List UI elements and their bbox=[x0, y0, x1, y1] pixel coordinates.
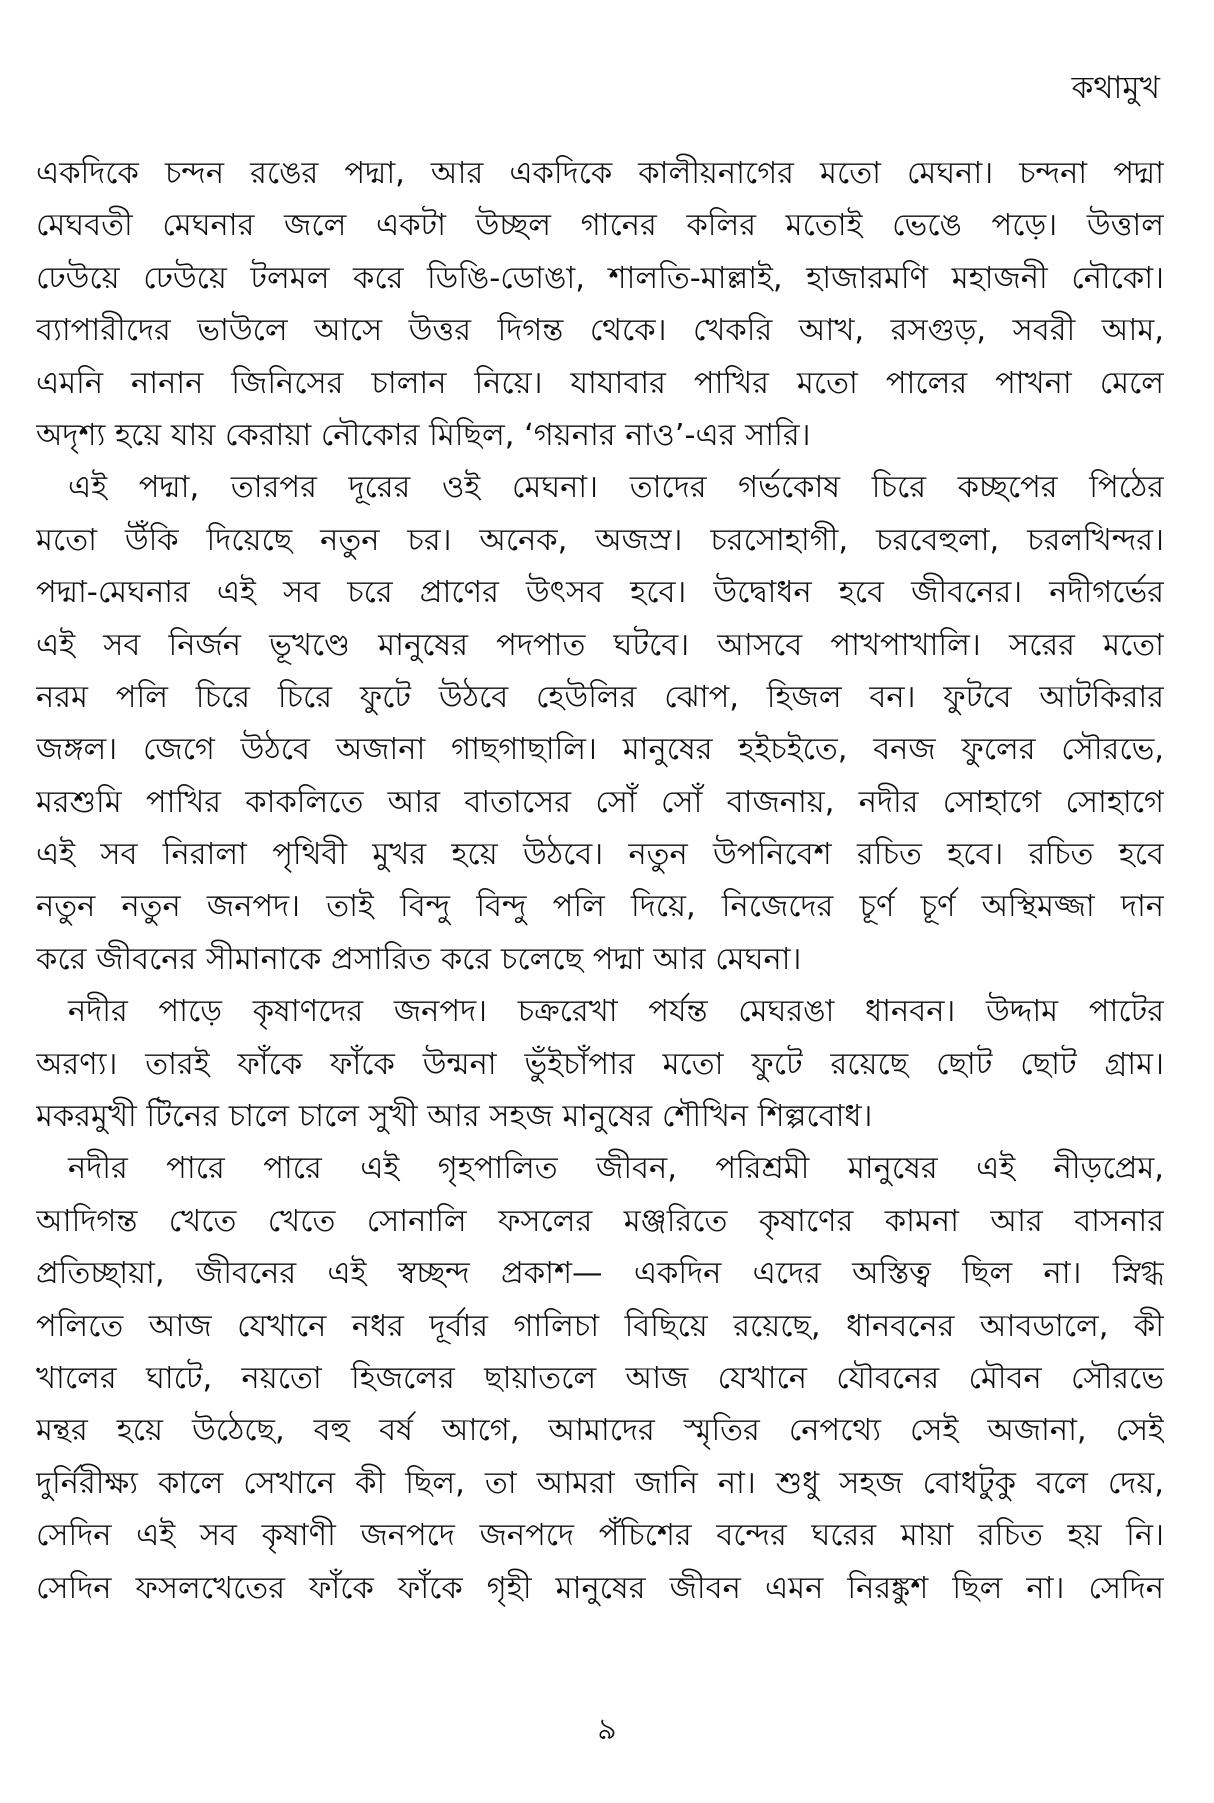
text-line: সেদিন ফসলখেতের ফাঁকে ফাঁকে গৃহী মানুষের জীবন এমন নিরঙ্কুশ ছিল না। সেদিন bbox=[36, 1570, 1164, 1606]
text-line: মন্থর হয়ে উঠেছে, বহু বর্ষ আগে, আমাদের স্মৃতির নেপথ্যে সেই অজানা, সেই bbox=[36, 1413, 1164, 1449]
text-line: খালের ঘাটে, নয়তো হিজলের ছায়াতলে আজ যেখানে যৌবনের মৌবন সৌরভে bbox=[36, 1360, 1164, 1396]
text-line: দুর্নিরীক্ষ্য কালে সেখানে কী ছিল, তা আমরা জানি না। শুধু সহজ বোধটুকু বলে দেয়, bbox=[36, 1465, 1164, 1501]
text-line: অরণ্য। তারই ফাঁকে ফাঁকে উন্মনা ভুঁইচাঁপার মতো ফুটে রয়েছে ছোট ছোট গ্রাম। bbox=[36, 1046, 1164, 1082]
text-line: এই পদ্মা, তারপর দূরের ওই মেঘনা। তাদের গর্ভকোষ চিরে কচ্ছপের পিঠের bbox=[68, 470, 1164, 506]
text-line: পলিতে আজ যেখানে নধর দূর্বার গালিচা বিছিয়ে রয়েছে, ধানবনের আবডালে, কী bbox=[36, 1308, 1164, 1344]
text-line: এই সব নির্জন ভূখণ্ডে মানুষের পদপাত ঘটবে। আসবে পাখপাখালি। সরের মতো bbox=[36, 627, 1164, 663]
text-line: মরশুমি পাখির কাকলিতে আর বাতাসের সোঁ সোঁ বাজনায়, নদীর সোহাগে সোহাগে bbox=[36, 784, 1164, 820]
text-line: সেদিন এই সব কৃষাণী জনপদে জনপদে পঁচিশের বন্দের ঘরের মায়া রচিত হয় নি। bbox=[36, 1518, 1164, 1554]
text-line: নরম পলি চিরে চিরে ফুটে উঠবে হেউলির ঝোপ, হিজল বন। ফুটবে আটকিরার bbox=[36, 679, 1164, 715]
text-line: করে জীবনের সীমানাকে প্রসারিত করে চলেছে পদ্মা আর মেঘনা। bbox=[36, 941, 802, 977]
text-line: নদীর পাড়ে কৃষাণদের জনপদ। চক্ররেখা পর্যন্ত মেঘরঙা ধানবন। উদ্দাম পাটের bbox=[68, 994, 1164, 1030]
text-line: পদ্মা-মেঘনার এই সব চরে প্রাণের উৎসব হবে। উদ্বোধন হবে জীবনের। নদীগর্ভের bbox=[36, 575, 1164, 611]
page-number: ৯ bbox=[597, 1712, 617, 1747]
text-line: ঢেউয়ে ঢেউয়ে টলমল করে ডিঙি-ডোঙা, শালতি-মাল্লাই, হাজারমণি মহাজনী নৌকো। bbox=[36, 260, 1164, 296]
text-line: নতুন নতুন জনপদ। তাই বিন্দু বিন্দু পলি দিয়ে, নিজেদের চূর্ণ চূর্ণ অস্থিমজ্জা দান bbox=[36, 889, 1164, 925]
running-title: কথামুখ bbox=[1071, 70, 1160, 106]
text-line: অদৃশ্য হয়ে যায় কেরায়া নৌকোর মিছিল, ‘গয়নার নাও’-এর সারি। bbox=[36, 417, 811, 453]
text-line: এই সব নিরালা পৃথিবী মুখর হয়ে উঠবে। নতুন উপনিবেশ রচিত হবে। রচিত হবে bbox=[36, 837, 1164, 873]
text-line: এমনি নানান জিনিসের চালান নিয়ে। যাযাবার পাখির মতো পালের পাখনা মেলে bbox=[36, 365, 1164, 401]
text-line: মেঘবতী মেঘনার জলে একটা উচ্ছল গানের কলির মতোই ভেঙে পড়ে। উত্তাল bbox=[36, 208, 1164, 244]
text-line: একদিকে চন্দন রঙের পদ্মা, আর একদিকে কালীয়নাগের মতো মেঘনা। চন্দনা পদ্মা bbox=[36, 156, 1164, 191]
text-line: নদীর পারে পারে এই গৃহপালিত জীবন, পরিশ্রমী মানুষের এই নীড়প্রেম, bbox=[68, 1151, 1164, 1187]
body-text bbox=[36, 148, 1164, 1615]
text-line: আদিগন্ত খেতে খেতে সোনালি ফসলের মঞ্জরিতে কৃষাণের কামনা আর বাসনার bbox=[36, 1203, 1164, 1239]
text-line: মকরমুখী টিনের চালে চালে সুখী আর সহজ মানুষের শৌখিন শিল্পবোধ। bbox=[36, 1099, 873, 1135]
text-line: প্রতিচ্ছায়া, জীবনের এই স্বচ্ছন্দ প্রকাশ— একদিন এদের অস্তিত্ব ছিল না। স্নিগ্ধ bbox=[36, 1256, 1164, 1292]
text-line: জঙ্গল। জেগে উঠবে অজানা গাছগাছালি। মানুষের হইচইতে, বনজ ফুলের সৌরভে, bbox=[36, 732, 1164, 768]
text-line: ব্যাপারীদের ভাউলে আসে উত্তর দিগন্ত থেকে। খেকরি আখ, রসগুড়, সবরী আম, bbox=[36, 313, 1164, 349]
text-line: মতো উঁকি দিয়েছে নতুন চর। অনেক, অজস্র। চরসোহাগী, চরবেহুলা, চরলখিন্দর। bbox=[36, 522, 1164, 558]
